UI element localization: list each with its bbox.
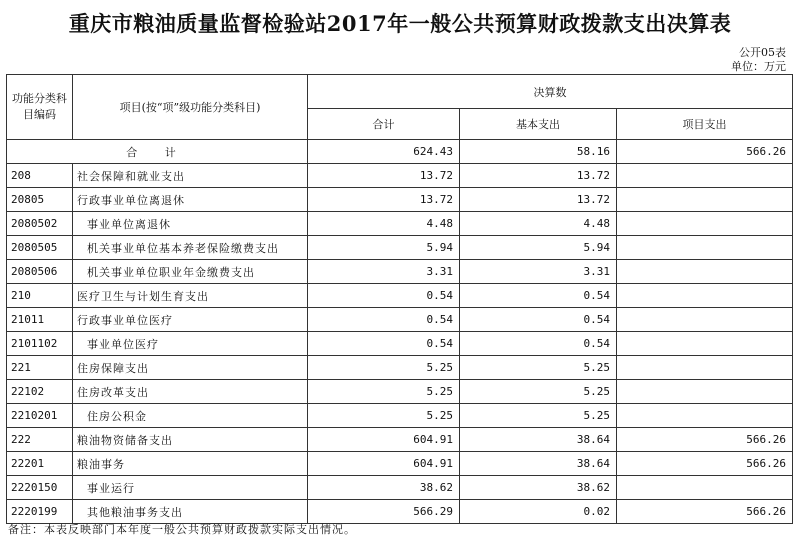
row-code: 221	[7, 356, 73, 380]
total-row-total: 624.43	[308, 140, 460, 164]
row-code: 22201	[7, 452, 73, 476]
row-code: 20805	[7, 188, 73, 212]
row-total: 5.25	[308, 380, 460, 404]
row-total: 566.29	[308, 500, 460, 524]
row-project: 566.26	[617, 428, 793, 452]
header-item: 项目(按“项”级功能分类科目)	[73, 75, 308, 140]
row-total: 0.54	[308, 332, 460, 356]
row-project	[617, 404, 793, 428]
row-project	[617, 260, 793, 284]
row-basic: 5.25	[460, 380, 617, 404]
table-row	[7, 476, 793, 500]
form-code: 公开05表	[739, 46, 786, 59]
total-row	[7, 140, 793, 164]
row-code: 2220150	[7, 476, 73, 500]
row-basic: 0.54	[460, 284, 617, 308]
row-project	[617, 308, 793, 332]
row-project	[617, 332, 793, 356]
header-group: 决算数	[308, 75, 793, 109]
row-basic: 3.31	[460, 260, 617, 284]
row-basic: 0.54	[460, 308, 617, 332]
table-row	[7, 164, 793, 188]
table-row	[7, 308, 793, 332]
row-code: 210	[7, 284, 73, 308]
header-total: 合计	[308, 109, 460, 140]
row-basic: 38.64	[460, 452, 617, 476]
row-total: 5.94	[308, 236, 460, 260]
row-basic: 0.02	[460, 500, 617, 524]
row-total: 13.72	[308, 188, 460, 212]
row-name: 住房改革支出	[73, 380, 308, 404]
row-project: 566.26	[617, 500, 793, 524]
table-row	[7, 404, 793, 428]
row-name: 社会保障和就业支出	[73, 164, 308, 188]
row-code: 2080505	[7, 236, 73, 260]
table-row	[7, 188, 793, 212]
row-name: 粮油物资储备支出	[73, 428, 308, 452]
table-row	[7, 452, 793, 476]
row-name: 医疗卫生与计划生育支出	[73, 284, 308, 308]
row-basic: 13.72	[460, 188, 617, 212]
row-project	[617, 188, 793, 212]
row-code: 2101102	[7, 332, 73, 356]
row-total: 4.48	[308, 212, 460, 236]
table-row	[7, 260, 793, 284]
page-title: 重庆市粮油质量监督检验站2017年一般公共预算财政拨款支出决算表	[68, 11, 732, 36]
row-name: 住房保障支出	[73, 356, 308, 380]
row-basic: 5.94	[460, 236, 617, 260]
row-basic: 13.72	[460, 164, 617, 188]
total-row-basic: 58.16	[460, 140, 617, 164]
table-row	[7, 236, 793, 260]
table-row	[7, 500, 793, 524]
row-project	[617, 356, 793, 380]
header-code: 功能分类科目编码	[7, 75, 73, 140]
row-name: 机关事业单位职业年金缴费支出	[73, 260, 308, 284]
row-name: 机关事业单位基本养老保险缴费支出	[73, 236, 308, 260]
row-total: 5.25	[308, 356, 460, 380]
row-basic: 4.48	[460, 212, 617, 236]
row-project	[617, 284, 793, 308]
row-total: 604.91	[308, 452, 460, 476]
row-code: 208	[7, 164, 73, 188]
table-row	[7, 332, 793, 356]
row-total: 0.54	[308, 284, 460, 308]
row-code: 2080502	[7, 212, 73, 236]
footnote: 备注：本表反映部门本年度一般公共预算财政拨款实际支出情况。	[8, 523, 356, 536]
row-project	[617, 236, 793, 260]
row-name: 住房公积金	[73, 404, 308, 428]
row-name: 行政事业单位离退休	[73, 188, 308, 212]
row-total: 38.62	[308, 476, 460, 500]
row-project	[617, 212, 793, 236]
row-code: 21011	[7, 308, 73, 332]
row-total: 5.25	[308, 404, 460, 428]
expenditure-table	[6, 74, 793, 524]
row-name: 其他粮油事务支出	[73, 500, 308, 524]
row-code: 222	[7, 428, 73, 452]
row-project	[617, 476, 793, 500]
row-basic: 5.25	[460, 404, 617, 428]
row-code: 2080506	[7, 260, 73, 284]
header-project: 项目支出	[617, 109, 793, 140]
row-code: 2210201	[7, 404, 73, 428]
total-row-label: 合 计	[7, 140, 308, 164]
row-basic: 5.25	[460, 356, 617, 380]
row-project	[617, 380, 793, 404]
row-basic: 38.62	[460, 476, 617, 500]
row-total: 13.72	[308, 164, 460, 188]
table-row	[7, 356, 793, 380]
total-row-project: 566.26	[617, 140, 793, 164]
row-name: 行政事业单位医疗	[73, 308, 308, 332]
row-name: 事业运行	[73, 476, 308, 500]
row-name: 粮油事务	[73, 452, 308, 476]
row-basic: 0.54	[460, 332, 617, 356]
row-code: 22102	[7, 380, 73, 404]
row-name: 事业单位医疗	[73, 332, 308, 356]
row-total: 3.31	[308, 260, 460, 284]
table-body	[7, 140, 793, 524]
row-code: 2220199	[7, 500, 73, 524]
row-project: 566.26	[617, 452, 793, 476]
header-basic: 基本支出	[460, 109, 617, 140]
unit-label: 单位：万元	[731, 60, 786, 73]
table-row	[7, 284, 793, 308]
table-row	[7, 380, 793, 404]
table-row	[7, 212, 793, 236]
row-name: 事业单位离退休	[73, 212, 308, 236]
row-total: 604.91	[308, 428, 460, 452]
row-project	[617, 164, 793, 188]
row-basic: 38.64	[460, 428, 617, 452]
table-row	[7, 428, 793, 452]
row-total: 0.54	[308, 308, 460, 332]
